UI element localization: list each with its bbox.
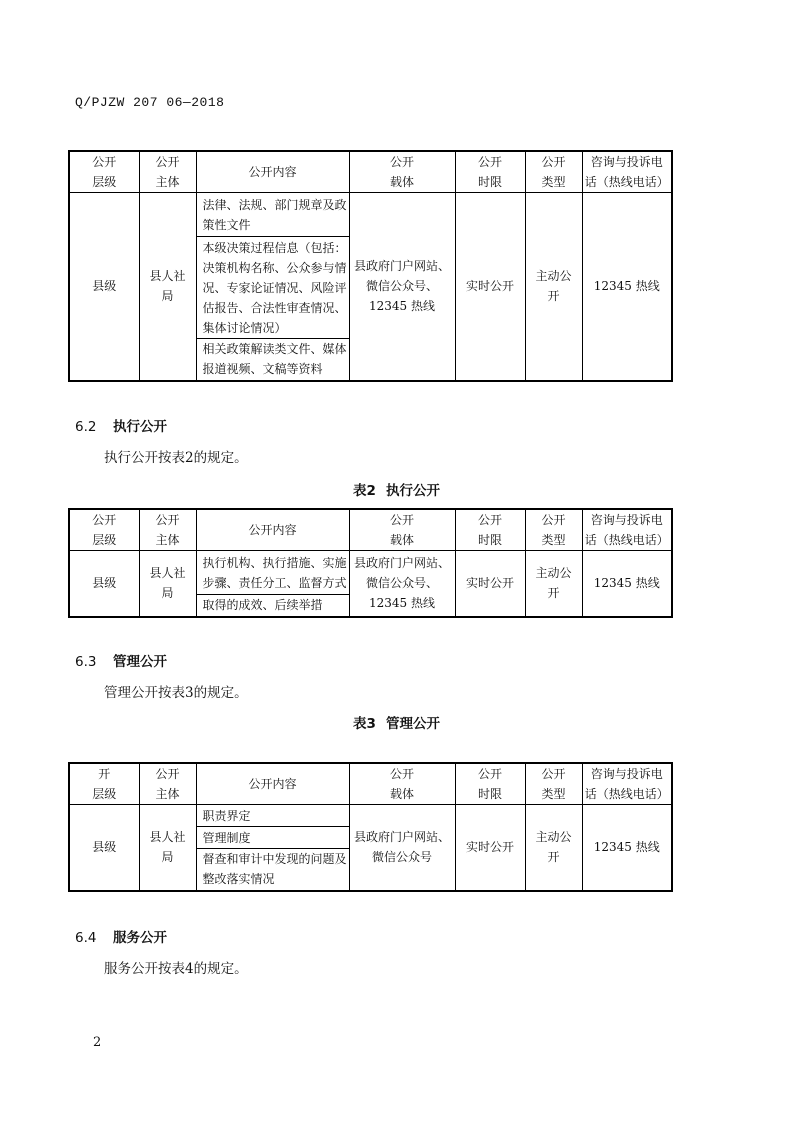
cell-content-item: 职责界定 [196,805,349,827]
table-header-row [69,509,672,551]
page-number: 2 [93,1035,102,1050]
cell-type: 主动公 开 [525,193,582,381]
header-carrier: 公开 载体 [349,509,455,551]
section-paragraph: 管理公开按表3的规定。 [104,685,248,701]
header-time: 公开 时限 [455,151,525,193]
caption-title: 管理公开 [385,716,440,732]
cell-content-item: 法律、法规、部门规章及政策性文件 [196,193,349,237]
section-heading-6-2 [75,415,167,435]
header-hotline: 咨询与投诉电 话（热线电话） [582,763,672,805]
cell-level: 县级 [69,551,139,617]
cell-subject: 县人社 局 [139,193,196,381]
cell-subject: 县人社 局 [139,805,196,891]
section-title: 执行公开 [113,419,167,435]
cell-carrier: 县政府门户网站、 微信公众号 [349,805,455,891]
caption-title: 执行公开 [385,483,440,499]
header-content: 公开内容 [196,509,349,551]
cell-time: 实时公开 [455,551,525,617]
header-level: 公开 层级 [69,151,139,193]
table-row [69,193,672,237]
table-1 [68,150,673,382]
header-content: 公开内容 [196,151,349,193]
cell-content-item: 管理制度 [196,827,349,849]
cell-hotline: 12345 热线 [582,551,672,617]
section-heading-6-4 [75,926,167,946]
table-3-caption [0,712,793,732]
document-code: Q/PJZW 207 06—2018 [75,95,225,110]
cell-carrier: 县政府门户网站、微信公众号、 12345 热线 [349,193,455,381]
cell-subject: 县人社 局 [139,551,196,617]
header-hotline: 咨询与投诉电 话（热线电话） [582,151,672,193]
section-paragraph: 服务公开按表4的规定。 [104,961,248,977]
table-2-caption [0,479,793,499]
cell-content-item: 执行机构、执行措施、实施步骤、责任分工、监督方式 [196,551,349,595]
cell-time: 实时公开 [455,193,525,381]
header-hotline: 咨询与投诉电 话（热线电话） [582,509,672,551]
section-title: 服务公开 [113,930,167,946]
cell-level: 县级 [69,805,139,891]
cell-content-item: 相关政策解读类文件、媒体报道视频、文稿等资料 [196,339,349,381]
cell-level: 县级 [69,193,139,381]
header-carrier: 公开 载体 [349,763,455,805]
cell-content-item: 督查和审计中发现的问题及整改落实情况 [196,849,349,891]
header-content: 公开内容 [196,763,349,805]
table-header-row [69,151,672,193]
table-3 [68,762,673,892]
cell-content-item: 本级决策过程信息（包括：决策机构名称、公众参与情况、专家论证情况、风险评估报告、合法性审查情况、集体讨论情况） [196,237,349,339]
section-number: 6.4 [75,930,97,946]
caption-number: 表2 [353,483,376,499]
header-type: 公开 类型 [525,151,582,193]
header-type: 公开 类型 [525,763,582,805]
cell-content-item: 取得的成效、后续举措 [196,595,349,617]
cell-type: 主动公 开 [525,805,582,891]
section-title: 管理公开 [113,654,167,670]
cell-time: 实时公开 [455,805,525,891]
header-level: 开 层级 [69,763,139,805]
cell-hotline: 12345 热线 [582,193,672,381]
section-heading-6-3 [75,650,167,670]
header-level: 公开 层级 [69,509,139,551]
table-row [69,551,672,595]
section-number: 6.3 [75,654,97,670]
table-row [69,805,672,827]
table-header-row [69,763,672,805]
header-time: 公开 时限 [455,763,525,805]
header-subject: 公开 主体 [139,509,196,551]
table-2 [68,508,673,618]
cell-hotline: 12345 热线 [582,805,672,891]
header-subject: 公开 主体 [139,151,196,193]
cell-type: 主动公 开 [525,551,582,617]
header-carrier: 公开 载体 [349,151,455,193]
header-type: 公开 类型 [525,509,582,551]
header-subject: 公开 主体 [139,763,196,805]
caption-number: 表3 [353,716,376,732]
header-time: 公开 时限 [455,509,525,551]
section-number: 6.2 [75,419,97,435]
section-paragraph: 执行公开按表2的规定。 [104,450,248,466]
cell-carrier: 县政府门户网站、 微信公众号、 12345 热线 [349,551,455,617]
